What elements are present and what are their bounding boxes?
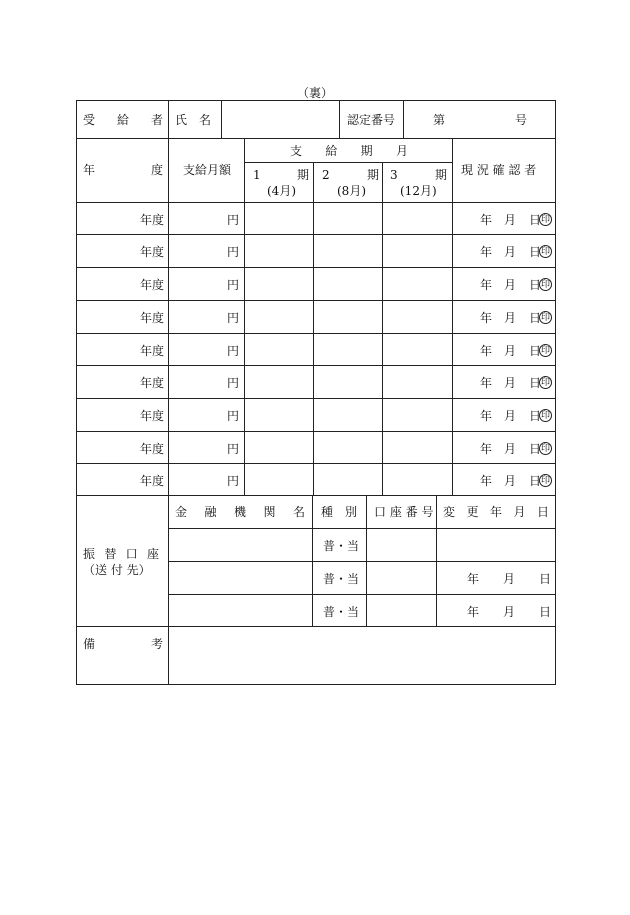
period-2-num: 2	[322, 168, 330, 182]
cert-no-prefix: 第	[433, 113, 446, 127]
day-mark: 日	[529, 409, 542, 423]
rule	[452, 138, 453, 495]
payment-period-header: 支 給 期 月	[290, 144, 408, 158]
yen-unit: 円	[227, 213, 240, 227]
yen-unit: 円	[227, 442, 240, 456]
period-1-cell[interactable]	[245, 203, 313, 234]
account-type-value: 普・当	[323, 572, 360, 586]
period-2-cell[interactable]	[314, 235, 382, 266]
name-label: 氏 名	[175, 113, 212, 127]
rule	[77, 138, 555, 139]
period-3-cell[interactable]	[383, 464, 452, 495]
period-1-cell[interactable]	[245, 235, 313, 266]
day-mark: 日	[529, 245, 542, 259]
monthly-amount-header: 支給月額	[183, 163, 232, 177]
recipient-label: 受 給 者	[83, 113, 163, 127]
seal-icon: 印	[540, 215, 550, 225]
seal-icon: 印	[540, 346, 550, 356]
period-3-cell[interactable]	[383, 366, 452, 397]
period-1-cell[interactable]	[245, 268, 313, 299]
period-3-cell[interactable]	[383, 203, 452, 234]
rule	[312, 495, 313, 626]
year-mark: 年	[480, 409, 493, 423]
year-header: 年 度	[83, 163, 163, 177]
year-mark: 年	[480, 278, 493, 292]
year-unit: 年度	[140, 474, 165, 488]
month-mark: 月	[504, 376, 517, 390]
yen-unit: 円	[227, 376, 240, 390]
rule	[77, 495, 555, 496]
period-3-cell[interactable]	[383, 334, 452, 365]
period-2-cell[interactable]	[314, 464, 382, 495]
period-1-month: (4月)	[267, 184, 296, 198]
change-month-mark: 月	[503, 572, 516, 586]
period-3-cell[interactable]	[383, 301, 452, 332]
period-2-cell[interactable]	[314, 399, 382, 430]
day-mark: 日	[529, 344, 542, 358]
account-no-cell[interactable]	[367, 529, 436, 560]
account-no-cell[interactable]	[367, 562, 436, 593]
period-1-cell[interactable]	[245, 366, 313, 397]
bank-name-cell[interactable]	[169, 595, 312, 626]
bank-name-header: 金 融 機 関 名	[175, 505, 305, 519]
year-mark: 年	[480, 311, 493, 325]
transfer-account-label: 振 替 口 座	[83, 547, 159, 561]
period-1-label: 期	[297, 168, 310, 182]
day-mark: 日	[529, 474, 542, 488]
period-3-month: (12月)	[400, 184, 437, 198]
seal-icon: 印	[540, 444, 550, 454]
remarks-field[interactable]	[169, 627, 555, 684]
day-mark: 日	[529, 442, 542, 456]
yen-unit: 円	[227, 409, 240, 423]
period-1-cell[interactable]	[245, 334, 313, 365]
status-confirmer-header: 現 況 確 認 者	[461, 163, 537, 177]
rule	[221, 101, 222, 138]
benefit-record-form	[76, 100, 556, 685]
account-no-header: 口 座 番 号	[374, 505, 434, 519]
rule	[403, 101, 404, 138]
period-1-cell[interactable]	[245, 399, 313, 430]
year-unit: 年度	[140, 442, 165, 456]
year-unit: 年度	[140, 213, 165, 227]
year-mark: 年	[480, 442, 493, 456]
period-1-cell[interactable]	[245, 464, 313, 495]
period-1-cell[interactable]	[245, 301, 313, 332]
rule	[339, 101, 340, 138]
change-year-mark: 年	[467, 605, 480, 619]
year-mark: 年	[480, 376, 493, 390]
yen-unit: 円	[227, 474, 240, 488]
seal-icon: 印	[540, 411, 550, 421]
change-year-mark: 年	[467, 572, 480, 586]
seal-icon: 印	[540, 280, 550, 290]
cert-no-suffix: 号	[515, 113, 528, 127]
month-mark: 月	[504, 344, 517, 358]
transfer-destination-label: （送 付 先）	[83, 563, 151, 577]
cert-no-label: 認定番号	[347, 113, 396, 127]
year-mark: 年	[480, 344, 493, 358]
yen-unit: 円	[227, 311, 240, 325]
period-2-label: 期	[367, 168, 380, 182]
account-no-cell[interactable]	[367, 595, 436, 626]
year-unit: 年度	[140, 278, 165, 292]
rule	[436, 495, 437, 626]
seal-icon: 印	[540, 378, 550, 388]
seal-icon: 印	[540, 476, 550, 486]
year-unit: 年度	[140, 311, 165, 325]
period-2-cell[interactable]	[314, 432, 382, 463]
period-3-num: 3	[390, 168, 398, 182]
change-day-mark: 日	[539, 605, 552, 619]
year-unit: 年度	[140, 245, 165, 259]
month-mark: 月	[504, 245, 517, 259]
change-month-mark: 月	[503, 605, 516, 619]
period-3-label: 期	[435, 168, 448, 182]
period-2-month: (8月)	[337, 184, 366, 198]
month-mark: 月	[504, 278, 517, 292]
period-3-cell[interactable]	[383, 268, 452, 299]
year-unit: 年度	[140, 376, 165, 390]
remarks-label: 備 考	[83, 637, 163, 651]
period-3-cell[interactable]	[383, 432, 452, 463]
bank-name-cell[interactable]	[169, 529, 312, 560]
bank-name-cell[interactable]	[169, 562, 312, 593]
day-mark: 日	[529, 376, 542, 390]
change-date-header: 変 更 年 月 日	[443, 505, 549, 519]
rule	[245, 162, 452, 163]
period-2-cell[interactable]	[314, 334, 382, 365]
month-mark: 月	[504, 442, 517, 456]
year-mark: 年	[480, 245, 493, 259]
year-mark: 年	[480, 474, 493, 488]
page-label: （裏）	[296, 86, 333, 100]
account-type-value: 普・当	[323, 605, 360, 619]
period-1-num: 1	[253, 168, 261, 182]
yen-unit: 円	[227, 245, 240, 259]
period-2-cell[interactable]	[314, 366, 382, 397]
period-2-cell[interactable]	[314, 268, 382, 299]
account-type-header: 種 別	[321, 505, 358, 519]
month-mark: 月	[504, 409, 517, 423]
yen-unit: 円	[227, 278, 240, 292]
period-3-cell[interactable]	[383, 235, 452, 266]
month-mark: 月	[504, 474, 517, 488]
yen-unit: 円	[227, 344, 240, 358]
year-unit: 年度	[140, 344, 165, 358]
period-1-cell[interactable]	[245, 432, 313, 463]
seal-icon: 印	[540, 313, 550, 323]
seal-icon: 印	[540, 247, 550, 257]
account-type-value: 普・当	[323, 539, 360, 553]
day-mark: 日	[529, 213, 542, 227]
period-3-cell[interactable]	[383, 399, 452, 430]
change-day-mark: 日	[539, 572, 552, 586]
month-mark: 月	[504, 311, 517, 325]
period-2-cell[interactable]	[314, 203, 382, 234]
day-mark: 日	[529, 278, 542, 292]
year-mark: 年	[480, 213, 493, 227]
month-mark: 月	[504, 213, 517, 227]
day-mark: 日	[529, 311, 542, 325]
year-unit: 年度	[140, 409, 165, 423]
period-2-cell[interactable]	[314, 301, 382, 332]
